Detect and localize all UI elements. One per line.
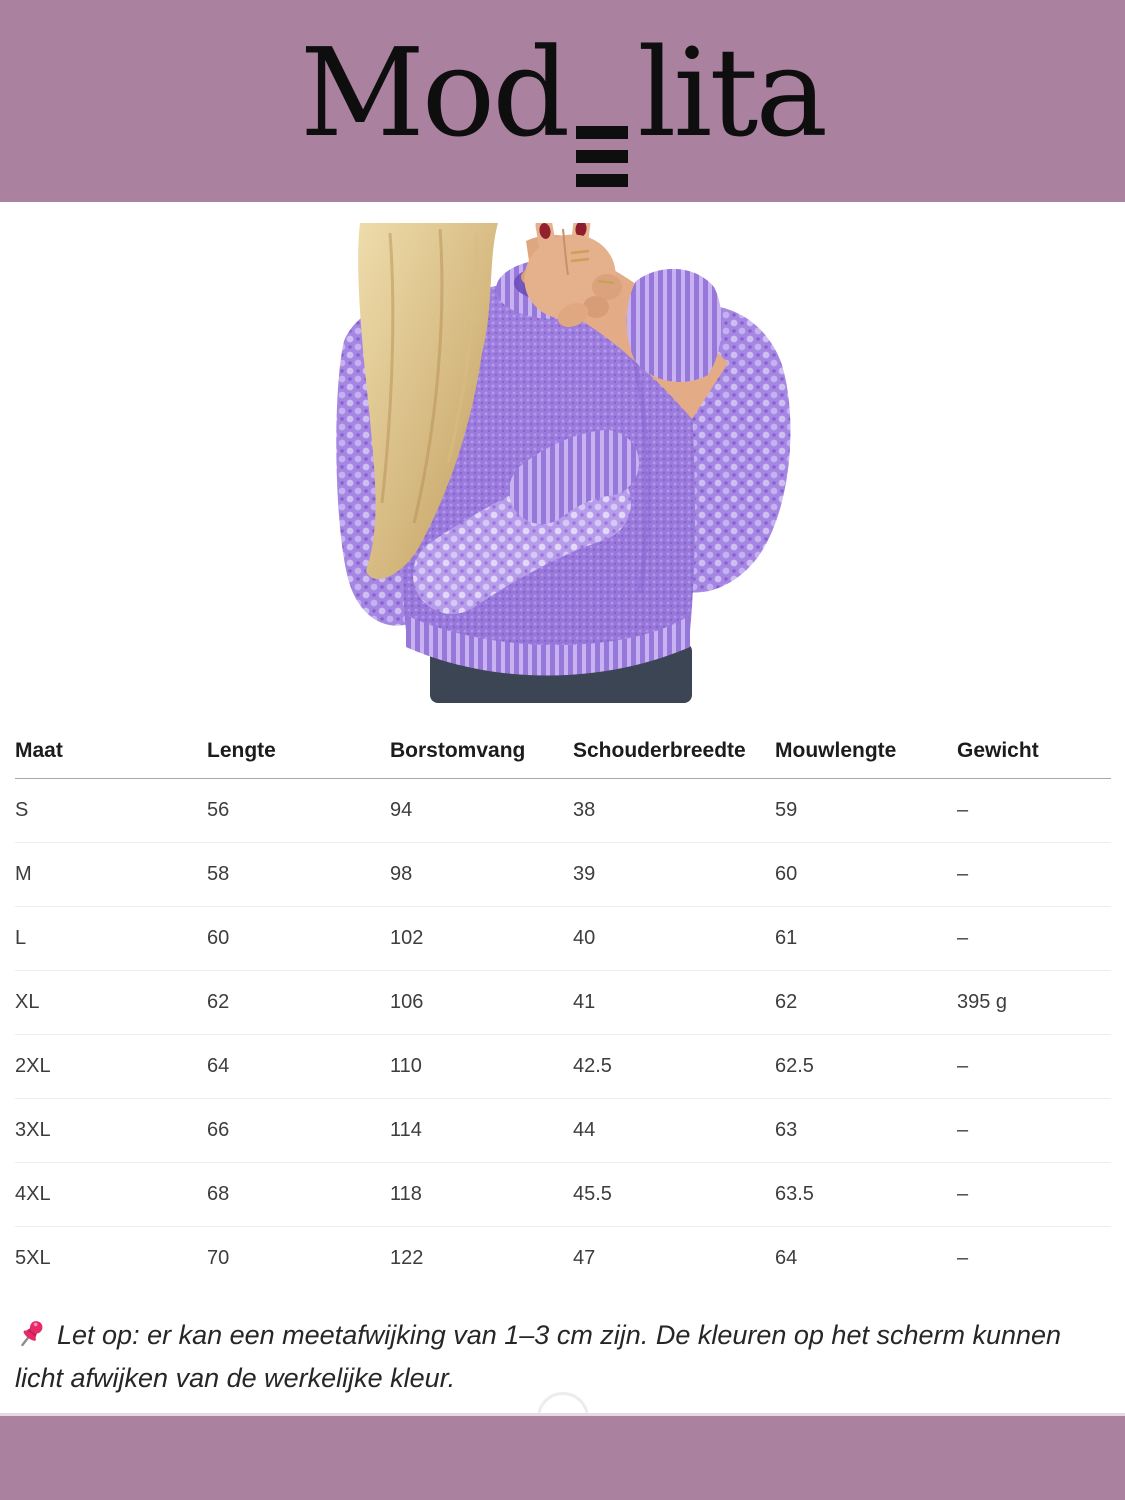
brand-name-prefix: Mod [299,21,568,164]
product-photo [330,223,795,713]
size-table-body [15,779,1111,1291]
measurement-cell: 102 [390,907,573,971]
measurement-cell: 66 [207,1099,390,1163]
column-header-lengte: Lengte [207,727,390,779]
measurement-cell: – [957,907,1111,971]
column-header-borstomvang: Borstomvang [390,727,573,779]
table-row [15,1035,1111,1099]
table-row [15,779,1111,843]
measurement-cell: – [957,1247,969,1269]
pushpin-icon [15,1318,47,1350]
measurement-cell: 64 [775,1247,798,1269]
left-ribbed-cuff [542,463,606,491]
column-header-gewicht: Gewicht [957,727,1111,779]
measurement-cell: 118 [390,1163,573,1227]
measurement-disclaimer [15,1314,1110,1400]
measurement-cell: – [957,843,1111,907]
measurement-cell: 63 [775,1099,957,1163]
measurement-cell: 56 [207,779,390,843]
size-cell: M [15,843,207,907]
measurement-cell: 42.5 [573,1035,775,1099]
measurement-cell: 47 [573,1247,596,1269]
table-header-row [15,727,1111,779]
measurement-cell: 60 [207,907,390,971]
measurement-cell: 38 [573,779,775,843]
measurement-cell: 70 [207,1247,230,1269]
measurement-cell: 395 g [957,971,1111,1035]
measurement-cell: – [957,1163,1111,1227]
sweater-photo-illustration [330,223,795,713]
table-row [15,907,1111,971]
brand-header [0,0,1125,202]
measurement-cell: 62.5 [775,1035,957,1099]
measurement-cell: 44 [573,1099,775,1163]
disclaimer-text: Let op: er kan een meetafwijking van 1–3 cm zijn. De kleuren op het scherm kunnen licht afwijken van de werkelijke kleur. [15,1320,1062,1393]
measurement-cell: 62 [207,971,390,1035]
measurement-cell: 110 [390,1035,573,1099]
measurement-cell: 58 [207,843,390,907]
right-ribbed-cuff [627,269,722,382]
measurement-cell: 45.5 [573,1163,775,1227]
size-cell: S [15,779,207,843]
table-row [15,843,1111,907]
measurement-cell: 98 [390,843,573,907]
measurement-cell: 68 [207,1163,390,1227]
measurement-cell: 60 [775,843,957,907]
measurement-cell: 94 [390,779,573,843]
measurement-cell: – [957,779,1111,843]
size-cell: 4XL [15,1163,207,1227]
footer-bar [0,1413,1125,1500]
size-cell: XL [15,971,207,1035]
measurement-cell: 39 [573,843,775,907]
measurement-cell: 63.5 [775,1163,957,1227]
size-cell: L [15,907,207,971]
column-header-mouwlengte: Mouwlengte [775,727,957,779]
measurement-cell: 41 [573,971,775,1035]
table-row [15,1227,1111,1291]
size-cell: 5XL [15,1247,51,1269]
measurement-cell: – [957,1099,1111,1163]
brand-name-suffix: lita [637,21,826,164]
table-row [15,1163,1111,1227]
measurement-cell: – [957,1035,1111,1099]
measurement-cell: 62 [775,971,957,1035]
measurement-cell: 59 [775,779,957,843]
measurement-cell: 61 [775,907,957,971]
measurement-cell: 122 [390,1247,424,1269]
column-header-maat: Maat [15,727,207,779]
size-cell: 2XL [15,1035,207,1099]
table-row [15,1099,1111,1163]
table-row [15,971,1111,1035]
brand-logo [299,21,826,183]
measurement-cell: 106 [390,971,573,1035]
measurement-cell: 40 [573,907,775,971]
size-chart-table [15,727,1111,1290]
column-header-schouderbreedte: Schouderbreedte [573,727,775,779]
measurement-cell: 64 [207,1035,390,1099]
stylized-e-glyph [576,126,628,187]
measurement-cell: 114 [390,1099,573,1163]
size-cell: 3XL [15,1099,207,1163]
